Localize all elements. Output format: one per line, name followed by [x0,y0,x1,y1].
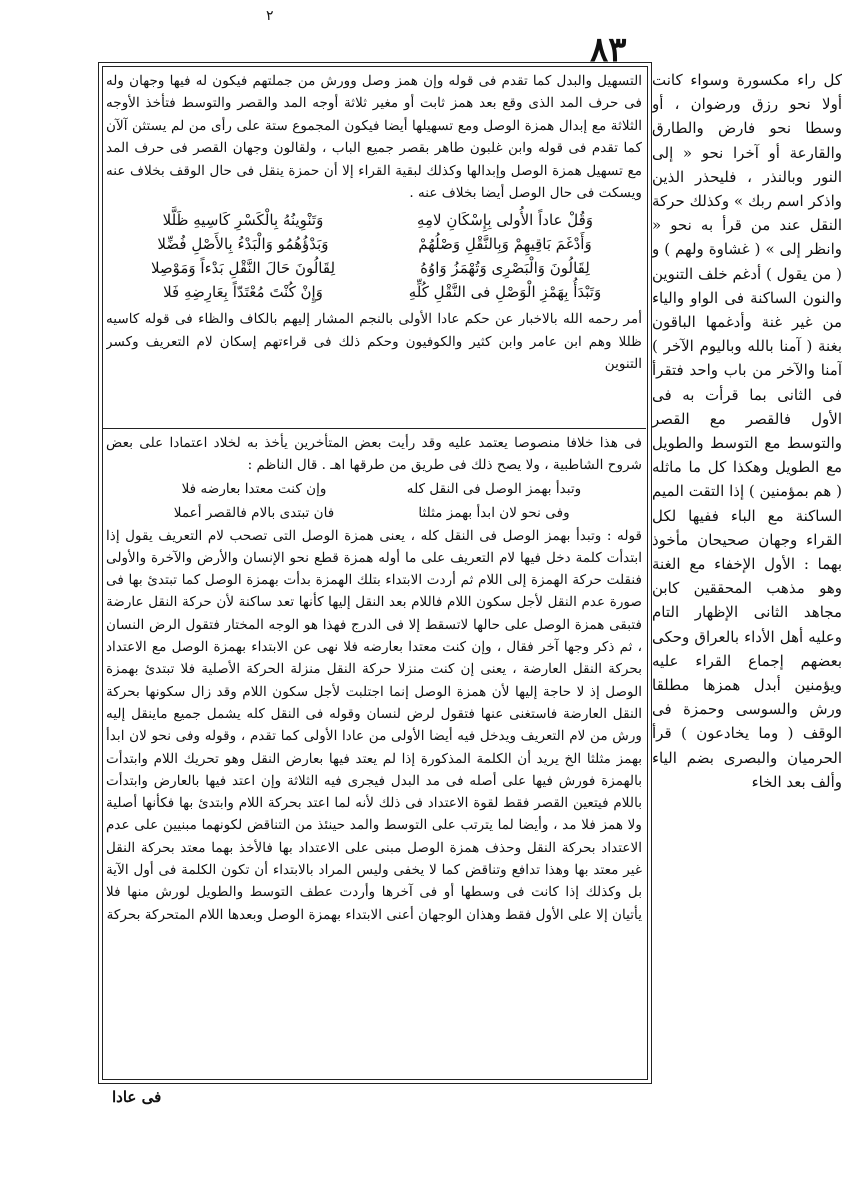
upper-paragraph-1: التسهيل والبدل كما تقدم فى قوله وإن همز وصل وورش من جملتهم فيكون له فيها وجهان وله فى حرف المد الذى وقع بعد همز ثابت أو مغير ثلاثة أوجه المد والقصر والتوسط فتأخذ الأوجه الثلاثة مع إبدال همزة الوصل ومع تسهيلها أيضا فيكون المجموع ستة على رأى من لم يستثن آلآن كما تقدم فى قوله وابن غلبون طاهر بقصر جميع الباب ، ولقالون وجهان القصر فى حرف المد مع تسهيل همزة الوصل وإبدالها وكذلك لبقية القراء إلا أن حمزة ينقل فى حال الوقف بخلاف عنه ويسكت فى حال الوصل أيضا بخلاف عنه . [106,73,642,202]
margin-commentary: كل راء مكسورة وسواء كانت أولا نحو رزق ورضوان ، أو وسطا نحو فارض والطارق والقارعة أو آخرا نحو « إلى النور وبالنذر ، فليحذر الذين واذكر اسم ربك » وكذلك حركة النقل عند من قرأ به نحو « وانظر إلى » ( غشاوة ولهم ) و ( من يقول ) أدغم خلف التنوين والنون الساكنة فى الواو والياء من غير غنة وأدغمها الباقون بغنة ( آمنا بالله وباليوم الآخر ) آمنا والآخر من باب واحد فتقرأ فى الثانى بما قرأت به فى الأول فالقصر مع القصر والتوسط مع التوسط والطويل مع الطويل وهكذا كل ما ماثله ( هم بمؤمنين ) إذا التقت الميم الساكنة مع الباء ففيها لكل القراء وجهان صحيحان مأخوذ بهما : الأول الإخفاء مع الغنة وهو مذهب المحققين كابن مجاهد الثانى الإظهار التام وعليه أهل الأداء بالعراق وحكى بعضهم إجماع القراء عليه ويؤمنين أبدل همزها مطلقا ورش والسوسى وحمزة فى الوقف ( وما يخادعون ) قرأ الحرميان والبصرى بضم الياء وألف بعد الخاء [652,71,842,791]
verse-hemistich: وَبَدْؤُهُمُو وَالْبَدْءُ بِالأَصْلِ فُضِّلا [157,235,329,254]
verse-hemistich: وإن كنت معتدا بعارضه فلا [181,480,327,497]
verse-hemistich: فان تبتدى بالام فالقصر أعملا [173,504,335,521]
verse-hemistich: وَأَدْغَمَ بَاقِيهِمْ وَبِالنَّقْلِ وَصْلُهُمْ [418,235,592,254]
page-number: ٨٣ [590,30,627,70]
lower-text-block [106,432,642,1072]
lower-verse-block [106,477,642,525]
upper-text-block [106,70,642,426]
lower-paragraph-1: فى هذا خلافا منصوصا يعتمد عليه وقد رأيت بعض المتأخرين يأخذ به لخلاد اعتمادا على بعض شروح الشاطبية ، ولا يصح ذلك فى طريق من طرقها اهـ . قال الناظم : [106,435,642,474]
verse-hemistich: وَقُلْ عاداً الأُولى بِإِسْكَانِ لامِهِ [416,211,594,230]
upper-paragraph-2: أمر رحمه الله بالاخبار عن حكم عادا الأولى بالنجم المشار إليهم بالكاف والظاء فى قوله كاسيه ظللا وهم ابن عامر وابن كثير والكوفيون وحكم ذلك فى قراءتهم إسكان لام التعريف وكسر التنوين [106,311,642,373]
verse-hemistich: وفى نحو لان ابدأ بهمز مثلثا [418,504,570,521]
lower-paragraph-2: قوله : وتبدأ بهمز الوصل فى النقل كله ، يعنى همزة الوصل التى تصحب لام التعريف يقول إذا ابتدأت كلمة دخل فيها لام التعريف على ما أوله همزة قطع نحو الإنسان والأرض والآخرة والأولى فنقلت حركة الهمزة إلى اللام ثم أردت الابتداء بتلك الهمزة بدأت بهمزة الوصل كما تبتدئ بها فى صورة عدم النقل لأجل سكون اللام فاللام بعد النقل إليها كأنها تعد ساكنة لأن حركة النقل عارضة فتبقى همزة الوصل على حالها لاتسقط إلا فى الدرج فهذا هو الوجه المختار فتقول الرض النسان ، ثم ذكر وجها آخر فقال ، وإن كنت معتدا بعارضه فلا نهى عن الابتداء بهمزة الوصل مع الاعتداد بحركة النقل العارضة ، يعنى إن كنت منزلا حركة النقل منزلة الحركة الأصلية فلا تبتدئ بهمزة الوصل إذ لا حاجة إليها لأن همزة الوصل إنما اجتلبت لأجل سكون اللام وقد زال سكونها بحركة النقل العارضة فاستغنى عنها فتقول لرض لنسان وقوله فى النقل كله يشمل جميع ماينقل إليه ورش من لام التعريف ويدخل فيه أيضا الأولى من عادا الأولى كما تقدم ، وقوله وفى نحو لان ابدأ بهمز مثلثا الخ يريد أن الكلمة المذكورة إذا لم يعتد فيها بعارض النقل وهو تحريك اللام وابتدأت بالهمزة فورش فيها على أصله فى مد البدل فيجرى فيه الثلاثة وإن اعتد فيها بالعارض وابتدأت باللام فيتعين القصر فقط لقوة الاعتداد فى ذلك لأنه لما اعتد بحركة اللام وابتدئ بها فكأنها أصلية ولا همز فلا مد ، وأيضا لما يترتب على التوسط والمد حينئذ من التناقض لكونهما مبنيين على عدم الاعتداد بحركة النقل وحذف همزة الوصل مبنى على الاعتداد بها فالأخذ بهما معتد بحركة النقل غير معتد بها وهذا تدافع وتناقض كما لا يخفى وليس المراد بالابتداء أن تكون الكلمة فى أول الآية بل وكذلك إذا كانت فى وسطها أو فى آخرها وأردت عطف التوسط والطويل لورش منها فلا يأتيان إلا على الأول فقط وهذان الوجهان أعنى الابتداء بهمزة الوصل وبعدها اللام المتحركة بحركة [106,527,642,923]
verse-hemistich: لِقَالُونَ وَالْبَصْرِى وَتُهْمَزُ وَاوُهُ [420,259,590,278]
verse-hemistich: وَتَبْدَأُ بِهَمْزِ الْوَصْلِ فى النَّقْلِ كُلِّهِ [408,283,602,302]
top-mark: ٢ [266,8,274,24]
verse-hemistich: لِقَالُونَ حَالَ النَّقْلِ بَدْءاً وَمَوْصِلا [150,259,336,278]
upper-verse-block [106,204,642,308]
verse-hemistich: وَإِنْ كُنْتَ مُعْتَدّاً بِعَارِضِهِ فَلا [163,283,323,302]
section-divider [102,428,646,429]
verse-hemistich: وَتَنْوِينُهُ بِالْكَسْرِ كَاسِيهِ ظَلَّلا [162,211,324,230]
catchword: فى عادا [112,1088,162,1106]
verse-hemistich: وتبدأ بهمز الوصل فى النقل كله [406,480,582,497]
